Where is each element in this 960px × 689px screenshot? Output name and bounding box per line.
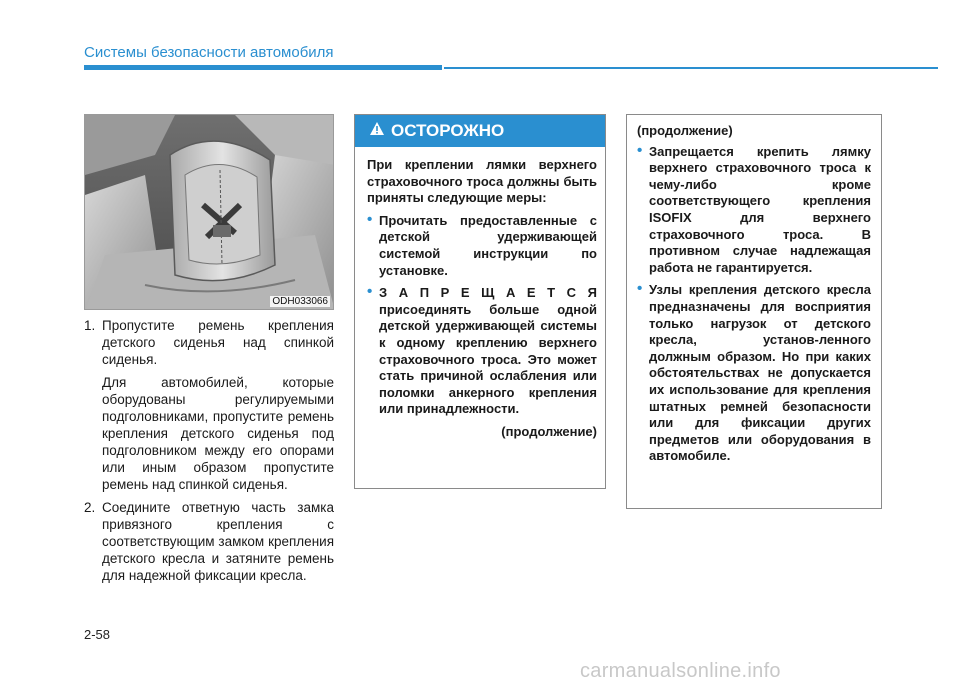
warning-intro: При креплении лямки верхнего страховочного троса должны быть приняты следующие меры: — [367, 157, 597, 206]
page-number: 2-58 — [84, 627, 111, 642]
step-text: Пропустите ремень крепления детского сиденья над спинкой сиденья. — [102, 318, 334, 367]
step-number: 2. — [84, 500, 96, 515]
continued-heading: (продолжение) — [637, 123, 733, 138]
warning-body — [355, 147, 605, 441]
section-title: Системы безопасности автомобиля — [84, 44, 334, 61]
step-text: Соедините ответную часть замка привязного крепления с соответствующим замком крепления детского кресла и затяните ремень для надежной фиксации кресла. — [102, 500, 334, 583]
warning-bullet — [637, 141, 871, 277]
child-seat-photo — [84, 114, 334, 310]
warning-bullet — [367, 285, 597, 418]
warning-bullet — [367, 210, 597, 279]
bullet-dot: • — [637, 280, 643, 298]
warning-header — [355, 115, 605, 147]
continued-label: (продолжение) — [501, 423, 597, 439]
warning-triangle-icon — [369, 121, 385, 141]
step-1 — [84, 317, 334, 493]
header-rule-thin — [444, 67, 938, 69]
header-rule-thick — [84, 65, 442, 70]
warning-bullet-text: Прочитать предоставленные с детской удерживающей системой инструкции по установке. — [379, 212, 597, 278]
step-number: 1. — [84, 318, 96, 333]
warning-continued-box — [626, 114, 882, 509]
bullet-dot: • — [367, 283, 373, 301]
warning-box — [354, 114, 606, 489]
warning-bullet-text: Запрещается крепить лямку верхнего страховочного троса к чему-либо кроме соответствующего крепления ISOFIX для верхнего страховочного троса. В противном случае надлежащая работа не гарантируется. — [649, 143, 871, 275]
step-2 — [84, 499, 334, 584]
warning-bullet-text: Узлы крепления детского кресла предназначены для восприятия только нагрузок от детского кресла, установ-ленного должным образом. Но при каких обстоятельствах не допускается их использование для крепления штатных ремней безопасности или для фиксации других предметов или оборудования в автомобиле. — [649, 282, 871, 464]
warning-title: ОСТОРОЖНО — [391, 121, 505, 140]
bullet-dot: • — [367, 210, 373, 228]
step-text: Для автомобилей, которые оборудованы регулируемыми подголовниками, пропустите ремень крепления детского сиденья под подголовником между его опорами или иным образом пропустите ремень над спинкой сиденья. — [102, 375, 334, 492]
bullet-dot: • — [637, 141, 643, 159]
instruction-steps — [84, 317, 334, 590]
watermark: carmanualsonline.info — [580, 660, 781, 682]
figure-code: ODH033066 — [272, 296, 328, 307]
warning-bullet-text: З А П Р Е Щ А Е Т С Я присоединять больше одной детской удерживающей системы к одному креплению верхнего страховочного троса. Это может стать причиной ослабления или поломки анкерного крепления или принадлежности. — [379, 285, 597, 417]
warning-bullet — [637, 282, 871, 465]
